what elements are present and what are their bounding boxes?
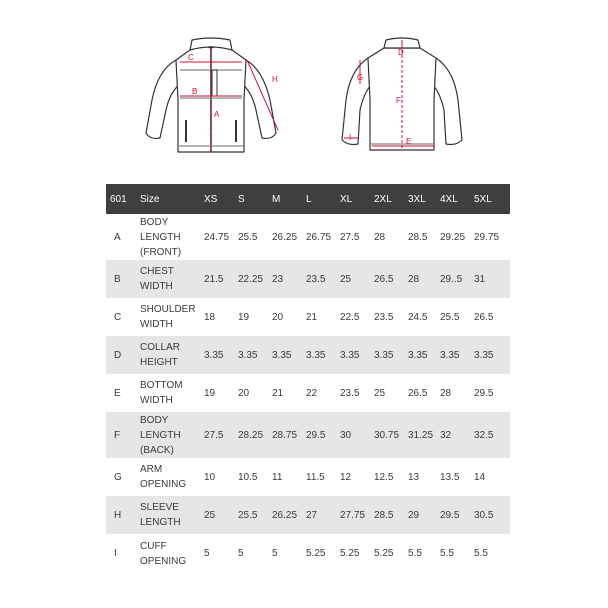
cell: 25.5 bbox=[440, 311, 460, 323]
label-h: H bbox=[272, 75, 278, 84]
cell: 5 bbox=[238, 548, 244, 559]
row-label: BODY LENGTH (BACK) bbox=[136, 412, 200, 458]
cell: 27.75 bbox=[336, 496, 370, 534]
cell: 5.5 bbox=[440, 548, 454, 559]
cell: 28 bbox=[374, 231, 386, 243]
cell: 27 bbox=[302, 496, 336, 534]
cell: 22 bbox=[306, 387, 318, 399]
cell: 25 bbox=[336, 260, 370, 298]
label-b: B bbox=[192, 87, 198, 96]
cell: 28.25 bbox=[234, 412, 268, 458]
row-label: CHEST WIDTH bbox=[136, 260, 200, 298]
row-label: BODY LENGTH (FRONT) bbox=[140, 216, 182, 258]
cell: 5 bbox=[272, 548, 278, 559]
cell: 14 bbox=[474, 471, 486, 483]
table-row bbox=[106, 412, 510, 458]
cell: 5.25 bbox=[340, 548, 360, 559]
label-e: E bbox=[406, 137, 412, 146]
row-code: E bbox=[114, 387, 121, 399]
cell: 29 bbox=[404, 496, 436, 534]
cell: 13 bbox=[408, 471, 420, 483]
cell: 21 bbox=[306, 311, 318, 323]
table-row bbox=[106, 458, 510, 496]
table-row bbox=[106, 374, 510, 412]
label-f: F bbox=[396, 96, 401, 105]
cell: 12 bbox=[340, 471, 352, 483]
row-code: C bbox=[114, 311, 122, 323]
cell: 29.5 bbox=[474, 387, 494, 399]
cell: 31.25 bbox=[404, 412, 436, 458]
cell: 26.75 bbox=[306, 231, 332, 243]
row-code: A bbox=[114, 231, 121, 243]
cell: 3.35 bbox=[436, 336, 470, 374]
cell: 19 bbox=[238, 311, 250, 323]
cell: 28 bbox=[440, 387, 452, 399]
cell: 23.5 bbox=[374, 311, 394, 323]
cell: 3.35 bbox=[370, 336, 404, 374]
cell: 3.35 bbox=[404, 336, 436, 374]
cell: 29.5 bbox=[436, 496, 470, 534]
cell: 3.35 bbox=[302, 336, 336, 374]
cell: 28 bbox=[404, 260, 436, 298]
table-header-row bbox=[106, 184, 510, 214]
header-cell-5xl: 5XL bbox=[470, 184, 510, 214]
cell: 25.5 bbox=[234, 496, 268, 534]
label-a: A bbox=[214, 110, 220, 119]
cell: 10.5 bbox=[238, 471, 258, 483]
row-code: F bbox=[106, 412, 136, 458]
cell: 11 bbox=[272, 471, 283, 483]
cell: 5.25 bbox=[306, 548, 326, 559]
row-label: CUFF OPENING bbox=[140, 540, 187, 567]
cell: 30.5 bbox=[470, 496, 510, 534]
header-cell-xl: XL bbox=[336, 184, 370, 214]
cell: 23.5 bbox=[302, 260, 336, 298]
header-cell-l: L bbox=[302, 184, 336, 214]
table-row bbox=[106, 336, 510, 374]
cell: 12.5 bbox=[374, 471, 394, 483]
header-cell-style: 601 bbox=[106, 184, 136, 214]
cell: 26.5 bbox=[474, 311, 494, 323]
cell: 29.5 bbox=[302, 412, 336, 458]
cell: 3.35 bbox=[268, 336, 302, 374]
cell: 23.5 bbox=[340, 387, 360, 399]
cell: 5.5 bbox=[408, 548, 422, 559]
header-cell-4xl: 4XL bbox=[436, 184, 470, 214]
cell: 19 bbox=[204, 387, 216, 399]
table-row bbox=[106, 496, 510, 534]
cell: 29..5 bbox=[436, 260, 470, 298]
cell: 5.25 bbox=[374, 548, 394, 559]
header-cell-m: M bbox=[268, 184, 302, 214]
label-g: G bbox=[357, 73, 364, 82]
cell: 3.35 bbox=[234, 336, 268, 374]
cell: 31 bbox=[470, 260, 510, 298]
cell: 10 bbox=[204, 471, 216, 483]
cell: 32.5 bbox=[470, 412, 510, 458]
cell: 29.25 bbox=[440, 231, 466, 243]
cell: 24.75 bbox=[204, 231, 230, 243]
size-chart-table bbox=[106, 184, 510, 573]
cell: 27.5 bbox=[340, 231, 360, 243]
row-code: I bbox=[114, 548, 117, 559]
cell: 28.5 bbox=[370, 496, 404, 534]
cell: 21 bbox=[272, 387, 284, 399]
cell: 18 bbox=[204, 311, 216, 323]
cell: 28.75 bbox=[268, 412, 302, 458]
row-code: B bbox=[106, 260, 136, 298]
header-cell-3xl: 3XL bbox=[404, 184, 436, 214]
cell: 21.5 bbox=[200, 260, 234, 298]
cell: 32 bbox=[436, 412, 470, 458]
table-row bbox=[106, 298, 510, 336]
cell: 26.5 bbox=[408, 387, 428, 399]
label-d: D bbox=[398, 48, 404, 57]
cell: 20 bbox=[238, 387, 250, 399]
row-label: SLEEVE LENGTH bbox=[136, 496, 200, 534]
cell: 11.5 bbox=[306, 471, 325, 483]
row-label: COLLAR HEIGHT bbox=[136, 336, 200, 374]
header-cell-s: S bbox=[234, 184, 268, 214]
cell: 28.5 bbox=[408, 231, 428, 243]
row-code: D bbox=[106, 336, 136, 374]
cell: 5 bbox=[204, 548, 210, 559]
row-label: BOTTOM WIDTH bbox=[140, 380, 183, 406]
cell: 27.5 bbox=[200, 412, 234, 458]
cell: 29.75 bbox=[474, 231, 500, 243]
cell: 22.5 bbox=[340, 311, 360, 323]
cell: 20 bbox=[272, 311, 284, 323]
cell: 3.35 bbox=[470, 336, 510, 374]
cell: 5.5 bbox=[474, 548, 488, 559]
cell: 26.25 bbox=[268, 496, 302, 534]
row-code: G bbox=[114, 471, 122, 483]
cell: 22.25 bbox=[234, 260, 268, 298]
table-row bbox=[106, 214, 510, 260]
cell: 25 bbox=[200, 496, 234, 534]
cell: 3.35 bbox=[336, 336, 370, 374]
cell: 26.5 bbox=[370, 260, 404, 298]
cell: 23 bbox=[268, 260, 302, 298]
cell: 13.5 bbox=[440, 471, 460, 483]
label-i: I bbox=[349, 133, 352, 142]
cell: 25.5 bbox=[238, 231, 258, 243]
label-c: C bbox=[188, 53, 194, 62]
row-label: ARM OPENING bbox=[140, 464, 187, 490]
header-cell-xs: XS bbox=[200, 184, 234, 214]
cell: 25 bbox=[374, 387, 386, 399]
jacket-diagrams bbox=[0, 0, 608, 175]
row-label: SHOULDER WIDTH bbox=[140, 304, 196, 330]
table-row bbox=[106, 260, 510, 298]
cell: 26.25 bbox=[272, 231, 298, 243]
cell: 30.75 bbox=[370, 412, 404, 458]
cell: 24.5 bbox=[408, 311, 428, 323]
cell: 3.35 bbox=[200, 336, 234, 374]
header-cell-size: Size bbox=[136, 184, 200, 214]
cell: 30 bbox=[336, 412, 370, 458]
table-row bbox=[106, 534, 510, 573]
row-code: H bbox=[106, 496, 136, 534]
header-cell-2xl: 2XL bbox=[370, 184, 404, 214]
